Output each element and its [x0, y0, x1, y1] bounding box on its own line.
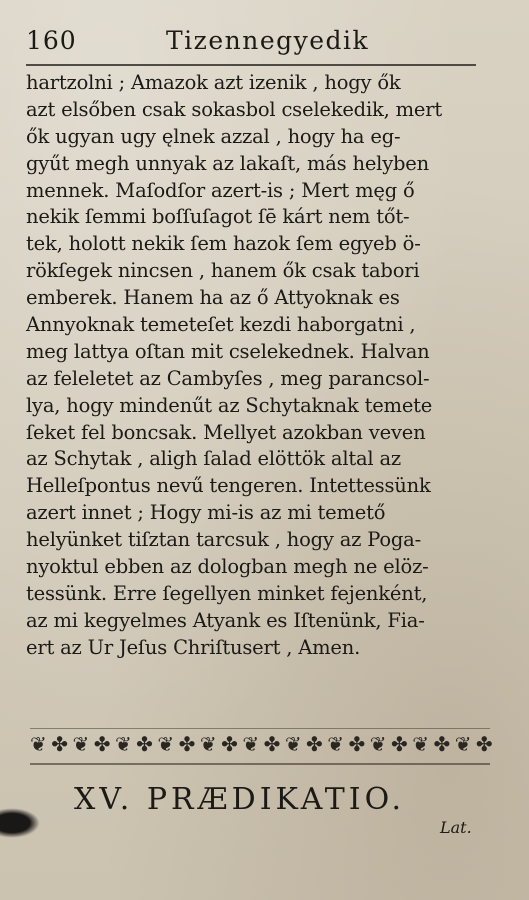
text-line: Helleſpontus nevű tengeren. Intettessünk [26, 474, 431, 498]
text-line: Annyoknak temeteſet kezdi haborgatni , [26, 313, 416, 337]
fleuron-icon: ❦ [30, 732, 46, 756]
fleuron-icon: ❦ [369, 732, 386, 756]
fleuron-icon: ✤ [475, 732, 492, 756]
fleuron-icon: ✤ [263, 732, 280, 756]
ink-stain [0, 808, 40, 838]
fleuron-icon: ❦ [199, 732, 216, 756]
fleuron-icon: ❦ [242, 732, 259, 756]
fleuron-icon: ❦ [327, 732, 344, 756]
body-text [26, 70, 488, 662]
text-line: az mi kegyelmes Atyank es Iſtenünk, Fia- [26, 608, 425, 632]
text-line: helyünket tiſztan tarcsuk , hogy az Poga- [26, 528, 421, 552]
catchword: Lat. [440, 818, 472, 837]
text-line: tessünk. Erre ſegellyen minket fejenként, [26, 581, 428, 605]
fleuron-ornament-band [30, 730, 492, 758]
ornament-rule-bottom [30, 763, 490, 765]
text-line: lya, hogy mindenűt az Schytaknak temete [26, 393, 433, 417]
header-rule [26, 64, 476, 66]
fleuron-icon: ✤ [306, 732, 322, 756]
text-line: ert az Ur Jeſus Chriſtusert , Amen. [26, 635, 361, 659]
fleuron-icon: ❦ [284, 732, 301, 756]
text-line: nekik ſemmi boſſuſagot ſē kárt nem tőt- [26, 205, 410, 229]
text-line: meg lattya oſtan mit cselekednek. Halvan [26, 339, 430, 363]
text-line: az feleletet az Cambyſes , meg parancsol- [26, 366, 430, 390]
text-line: rökſegek nincsen , hanem ők csak tabori [26, 259, 420, 283]
section-title: XV. PRÆDIKATIO. [74, 782, 406, 817]
running-head: Tizennegyedik [166, 26, 370, 55]
page-number: 160 [26, 26, 77, 55]
fleuron-icon: ✤ [221, 732, 237, 756]
text-line: ők ugyan ugy ęlnek azzal , hogy ha eg- [26, 124, 401, 148]
fleuron-icon: ❦ [412, 732, 428, 756]
fleuron-icon: ❦ [454, 732, 471, 756]
text-line: azert innet ; Hogy mi-is az mi temető [26, 501, 386, 525]
text-line: hartzolni ; Amazok azt izenik , hogy ők [26, 71, 401, 94]
text-line: azt elsőben csak sokasbol cselekedik, mert [26, 97, 442, 121]
text-line: emberek. Hanem ha az ő Attyoknak es [26, 286, 400, 310]
fleuron-icon: ✤ [390, 732, 407, 756]
text-line: nyoktul ebben az dologban megh ne elöz- [26, 555, 429, 579]
fleuron-icon: ✤ [93, 732, 110, 756]
fleuron-icon: ✤ [348, 732, 365, 756]
fleuron-icon: ✤ [178, 732, 195, 756]
text-line: mennek. Maſodſor azert-is ; Mert męg ő [26, 178, 415, 202]
page-header [26, 22, 486, 62]
fleuron-icon: ❦ [114, 732, 131, 756]
ornament-rule-top [30, 728, 490, 729]
text-line: ſeket fel boncsak. Mellyet azokban veven [26, 420, 426, 444]
fleuron-icon: ❦ [72, 732, 89, 756]
text-line: az Schytak , aligh ſalad elöttök altal az [26, 447, 401, 471]
text-line: tek, holott nekik ſem hazok ſem egyeb ö- [26, 232, 421, 256]
fleuron-icon: ✤ [136, 732, 152, 756]
text-line: gyűt megh unnyak az lakaſt, más helyben [26, 151, 430, 175]
fleuron-icon: ✤ [51, 732, 67, 756]
fleuron-icon: ✤ [433, 732, 450, 756]
fleuron-icon: ❦ [157, 732, 174, 756]
